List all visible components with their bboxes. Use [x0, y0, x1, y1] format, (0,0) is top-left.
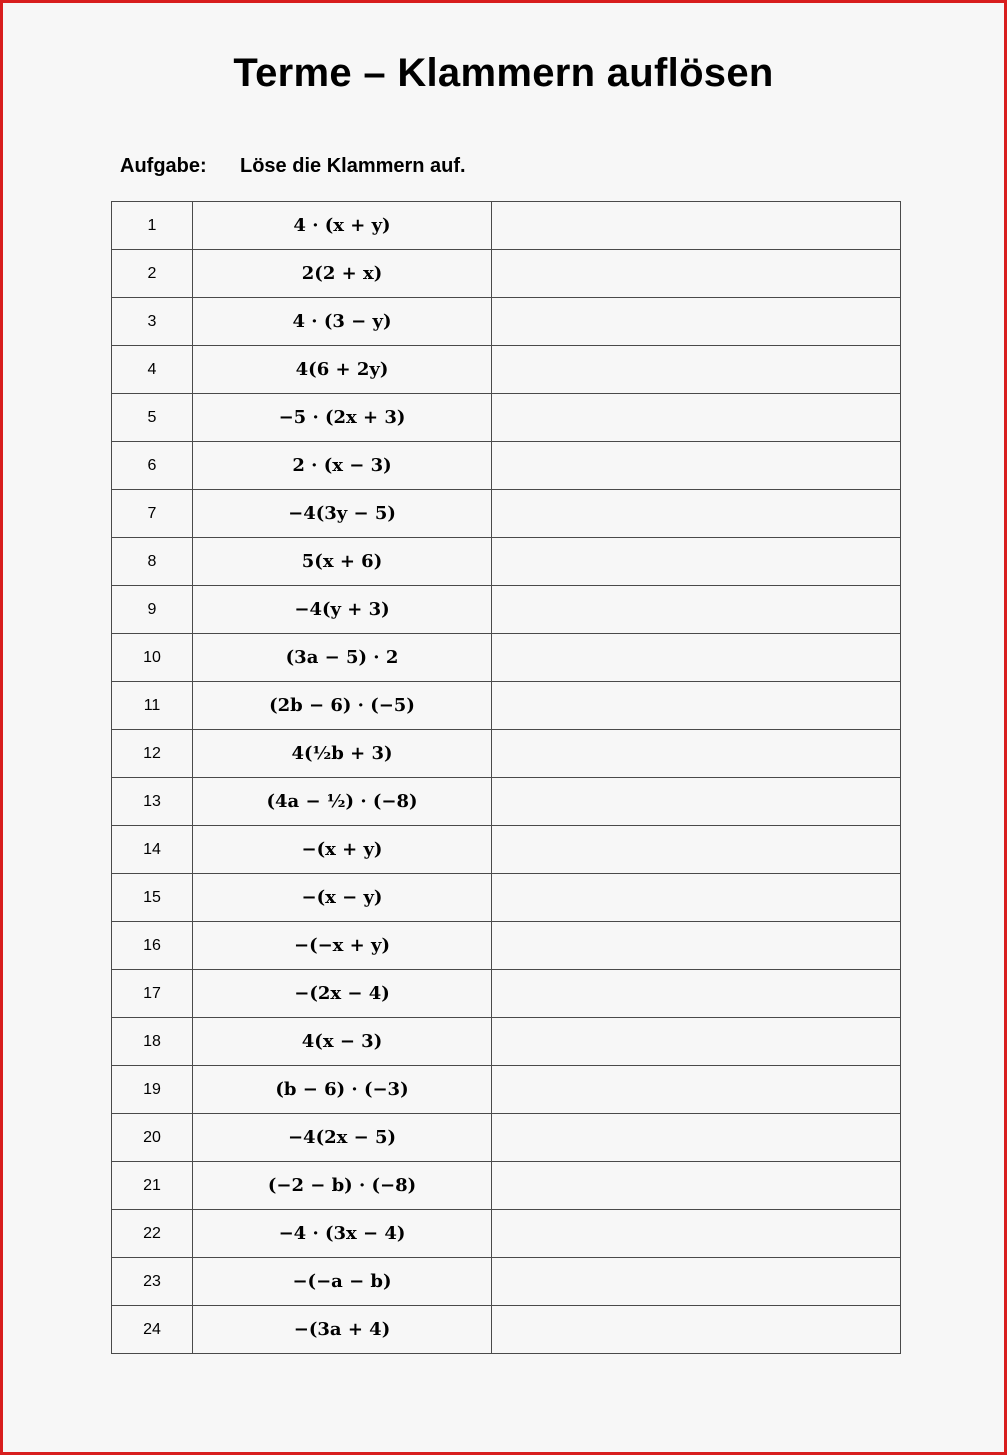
table-row — [112, 1114, 901, 1162]
term-expression: 4(½b + 3) — [193, 730, 492, 778]
answer-cell[interactable] — [492, 1258, 901, 1306]
answer-cell[interactable] — [492, 970, 901, 1018]
term-expression: −4(y + 3) — [193, 586, 492, 634]
term-expression: 2(2 + x) — [193, 250, 492, 298]
term-expression: 5(x + 6) — [193, 538, 492, 586]
row-number: 13 — [112, 778, 193, 826]
row-number: 21 — [112, 1162, 193, 1210]
answer-cell[interactable] — [492, 1066, 901, 1114]
row-number: 9 — [112, 586, 193, 634]
term-expression: −(x − y) — [193, 874, 492, 922]
worksheet-title: Terme – Klammern auflösen — [233, 51, 774, 95]
row-number: 18 — [112, 1018, 193, 1066]
table-row — [112, 202, 901, 250]
table-row — [112, 634, 901, 682]
term-expression: (b − 6) · (−3) — [193, 1066, 492, 1114]
answer-cell[interactable] — [492, 1114, 901, 1162]
table-row — [112, 874, 901, 922]
table-row — [112, 490, 901, 538]
row-number: 19 — [112, 1066, 193, 1114]
term-expression: −(3a + 4) — [193, 1306, 492, 1354]
row-number: 3 — [112, 298, 193, 346]
table-row — [112, 250, 901, 298]
table-row — [112, 1258, 901, 1306]
table-row — [112, 394, 901, 442]
terms-table — [111, 201, 901, 1354]
answer-cell[interactable] — [492, 202, 901, 250]
row-number: 4 — [112, 346, 193, 394]
row-number: 15 — [112, 874, 193, 922]
answer-cell[interactable] — [492, 394, 901, 442]
answer-cell[interactable] — [492, 298, 901, 346]
term-expression: 2 · (x − 3) — [193, 442, 492, 490]
table-row — [112, 298, 901, 346]
answer-cell[interactable] — [492, 538, 901, 586]
table-row — [112, 538, 901, 586]
term-expression: −4(2x − 5) — [193, 1114, 492, 1162]
row-number: 7 — [112, 490, 193, 538]
row-number: 20 — [112, 1114, 193, 1162]
row-number: 22 — [112, 1210, 193, 1258]
table-row — [112, 922, 901, 970]
table-row — [112, 730, 901, 778]
answer-cell[interactable] — [492, 442, 901, 490]
table-row — [112, 826, 901, 874]
row-number: 12 — [112, 730, 193, 778]
row-number: 2 — [112, 250, 193, 298]
table-row — [112, 442, 901, 490]
term-expression: 4(6 + 2y) — [193, 346, 492, 394]
term-expression: 4(x − 3) — [193, 1018, 492, 1066]
answer-cell[interactable] — [492, 682, 901, 730]
answer-cell[interactable] — [492, 922, 901, 970]
row-number: 17 — [112, 970, 193, 1018]
term-expression: −(2x − 4) — [193, 970, 492, 1018]
row-number: 11 — [112, 682, 193, 730]
table-row — [112, 778, 901, 826]
term-expression: 4 · (x + y) — [193, 202, 492, 250]
answer-cell[interactable] — [492, 874, 901, 922]
answer-cell[interactable] — [492, 250, 901, 298]
row-number: 10 — [112, 634, 193, 682]
term-expression: (2b − 6) · (−5) — [193, 682, 492, 730]
row-number: 1 — [112, 202, 193, 250]
answer-cell[interactable] — [492, 1306, 901, 1354]
answer-cell[interactable] — [492, 346, 901, 394]
answer-cell[interactable] — [492, 634, 901, 682]
table-row — [112, 1066, 901, 1114]
table-row — [112, 346, 901, 394]
table-row — [112, 682, 901, 730]
row-number: 16 — [112, 922, 193, 970]
row-number: 5 — [112, 394, 193, 442]
table-row — [112, 586, 901, 634]
row-number: 6 — [112, 442, 193, 490]
answer-cell[interactable] — [492, 1210, 901, 1258]
table-row — [112, 1162, 901, 1210]
row-number: 23 — [112, 1258, 193, 1306]
row-number: 24 — [112, 1306, 193, 1354]
task-instruction — [120, 155, 466, 178]
terms-table-body — [112, 202, 901, 1354]
row-number: 14 — [112, 826, 193, 874]
term-expression: −(x + y) — [193, 826, 492, 874]
term-expression: (−2 − b) · (−8) — [193, 1162, 492, 1210]
term-expression: (4a − ½) · (−8) — [193, 778, 492, 826]
term-expression: −(−a − b) — [193, 1258, 492, 1306]
answer-cell[interactable] — [492, 586, 901, 634]
term-expression: −4(3y − 5) — [193, 490, 492, 538]
table-row — [112, 970, 901, 1018]
row-number: 8 — [112, 538, 193, 586]
table-row — [112, 1306, 901, 1354]
term-expression: −5 · (2x + 3) — [193, 394, 492, 442]
answer-cell[interactable] — [492, 490, 901, 538]
answer-cell[interactable] — [492, 778, 901, 826]
table-row — [112, 1210, 901, 1258]
task-text: Löse die Klammern auf. — [240, 155, 466, 177]
task-label: Aufgabe: — [120, 155, 207, 177]
term-expression: −(−x + y) — [193, 922, 492, 970]
term-expression: 4 · (3 − y) — [193, 298, 492, 346]
answer-cell[interactable] — [492, 826, 901, 874]
answer-cell[interactable] — [492, 1162, 901, 1210]
answer-cell[interactable] — [492, 1018, 901, 1066]
term-expression: (3a − 5) · 2 — [193, 634, 492, 682]
term-expression: −4 · (3x − 4) — [193, 1210, 492, 1258]
answer-cell[interactable] — [492, 730, 901, 778]
table-row — [112, 1018, 901, 1066]
